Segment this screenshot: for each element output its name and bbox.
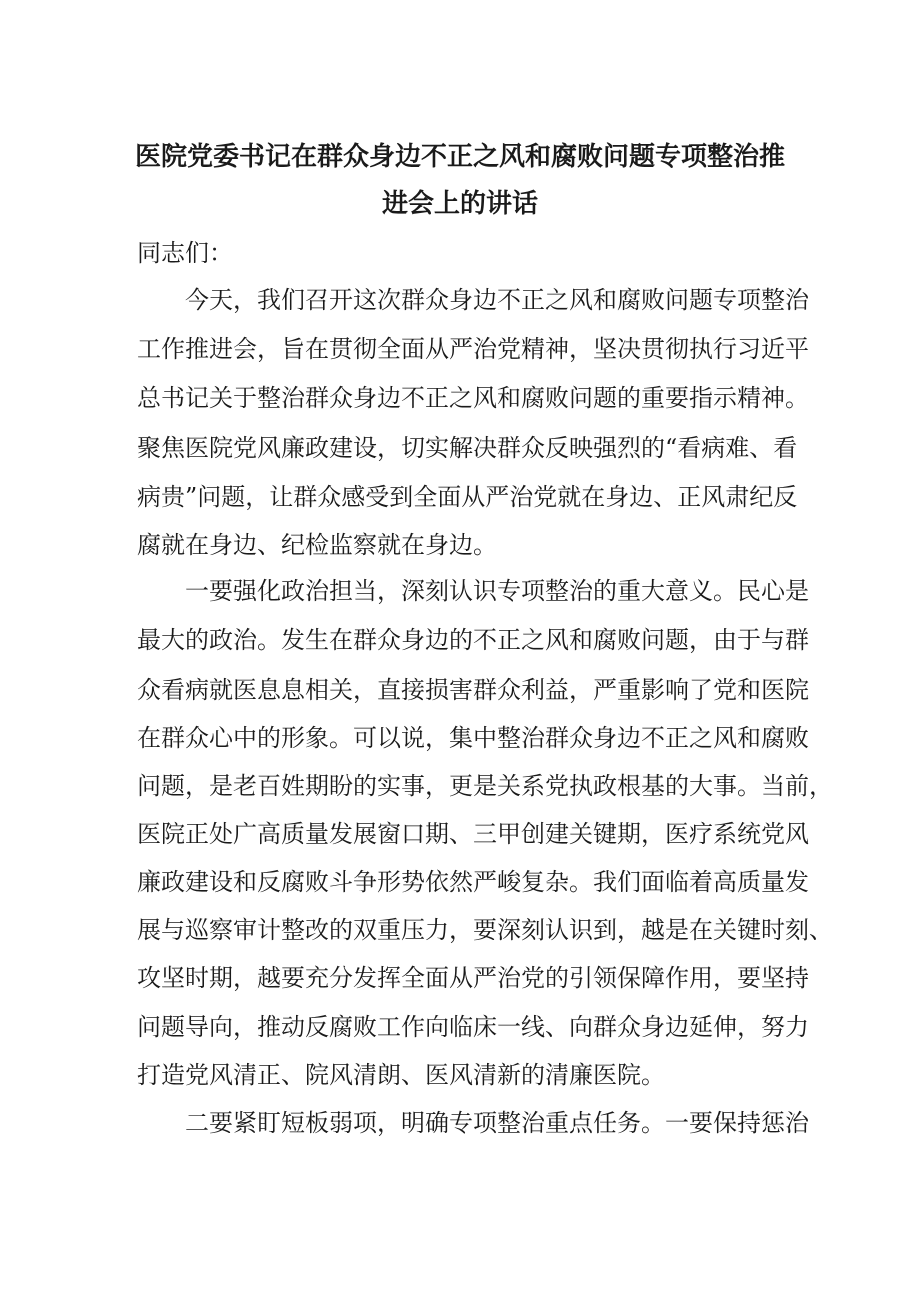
paragraph-line: 众看病就医息息相关，直接损害群众利益，严重影响了党和医院 xyxy=(137,676,809,704)
paragraph-line: 打造党风清正、院风清朗、医风清新的清廉医院。 xyxy=(137,1061,665,1089)
paragraph-line: 廉政建设和反腐败斗争形势依然严峻复杂。我们面临着高质量发 xyxy=(137,868,809,896)
document-title-line-1: 医院党委书记在群众身边不正之风和腐败问题专项整治推 xyxy=(134,142,785,172)
paragraph-line: 今天，我们召开这次群众身边不正之风和腐败问题专项整治 xyxy=(185,286,809,314)
paragraph-line: 腐就在身边、纪检监察就在身边。 xyxy=(137,531,497,559)
document-title-line-2: 进会上的讲话 xyxy=(381,189,538,219)
paragraph-line: 病贵”问题，让群众感受到全面从严治党就在身边、正风肃纪反 xyxy=(137,483,798,511)
paragraph-line: 问题导向，推动反腐败工作向临床一线、向群众身边延伸，努力 xyxy=(137,1013,809,1041)
paragraph-line: 问题，是老百姓期盼的实事，更是关系党执政根基的大事。当前， xyxy=(137,772,833,800)
paragraph-line: 攻坚时期，越要充分发挥全面从严治党的引领保障作用，要坚持 xyxy=(137,964,809,992)
paragraph-line: 总书记关于整治群众身边不正之风和腐败问题的重要指示精神。 xyxy=(137,384,809,412)
paragraph-line: 展与巡察审计整改的双重压力，要深刻认识到，越是在关键时刻、 xyxy=(137,916,833,944)
paragraph-line: 二要紧盯短板弱项，明确专项整治重点任务。一要保持惩治 xyxy=(185,1109,809,1137)
paragraph-line: 在群众心中的形象。可以说，集中整治群众身边不正之风和腐败 xyxy=(137,724,809,752)
paragraph-line: 医院正处广高质量发展窗口期、三甲创建关键期，医疗系统党风 xyxy=(137,820,809,848)
paragraph-line: 最大的政治。发生在群众身边的不正之风和腐败问题，由于与群 xyxy=(137,626,809,654)
paragraph-line: 聚焦医院党风廉政建设，切实解决群众反映强烈的“看病难、看 xyxy=(137,434,798,462)
paragraph-line: 一要强化政治担当，深刻认识专项整治的重大意义。民心是 xyxy=(185,577,809,605)
salutation: 同志们： xyxy=(137,239,233,267)
paragraph-line: 工作推进会，旨在贯彻全面从严治党精神，坚决贯彻执行习近平 xyxy=(137,335,809,363)
